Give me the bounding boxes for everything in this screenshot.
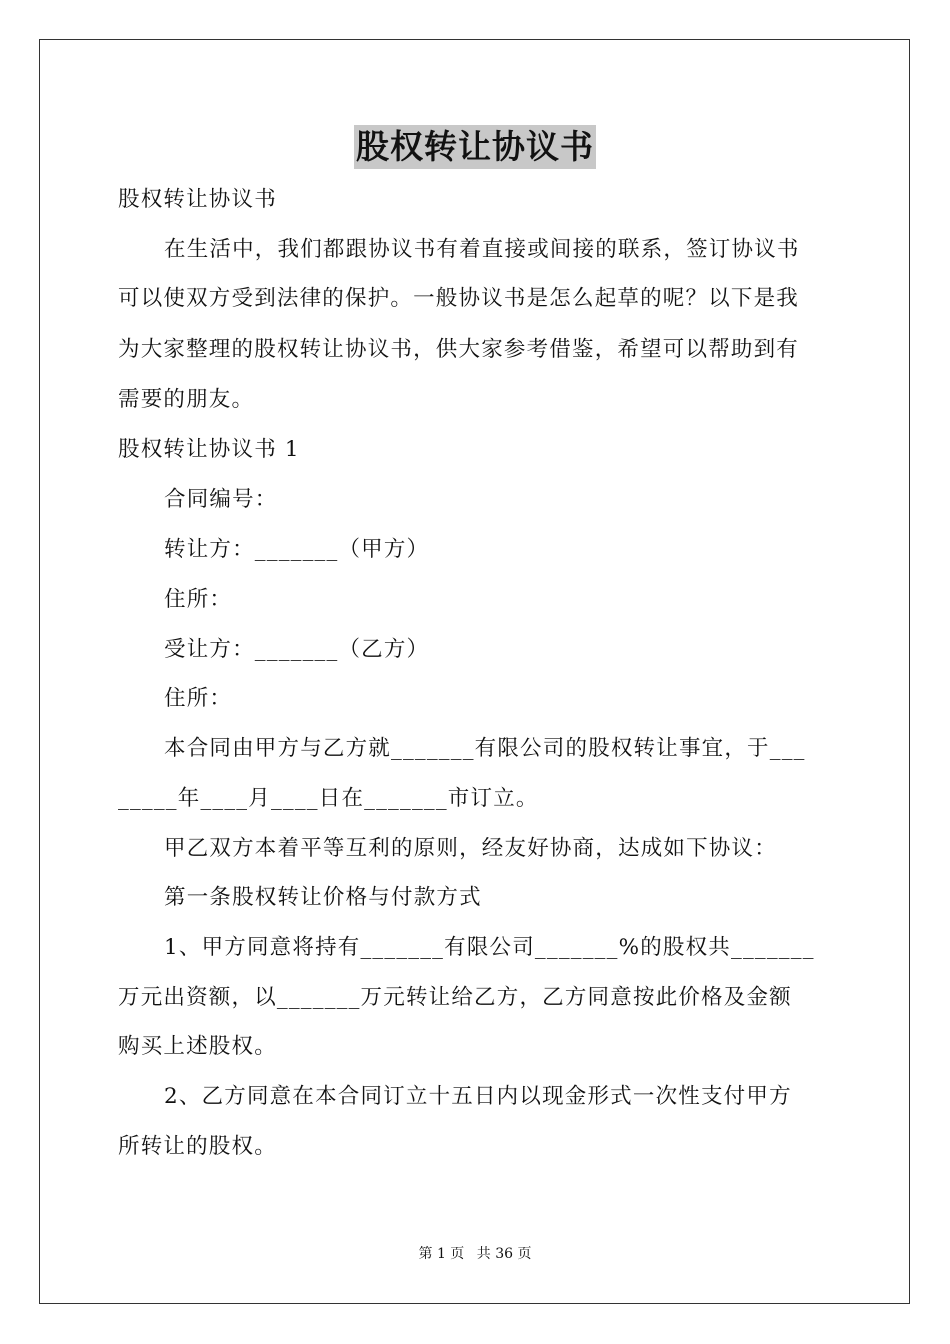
article-heading: 第一条股权转让价格与付款方式 [164, 885, 482, 910]
paragraph-line: 可以使双方受到法律的保护。一般协议书是怎么起草的呢？以下是我 [118, 286, 800, 311]
address-line: 住所： [164, 587, 233, 612]
transferor-line: 转让方：_______（甲方） [164, 537, 430, 562]
paragraph-line: 甲乙双方本着平等互利的原则，经友好协商，达成如下协议： [164, 836, 777, 861]
document-title: 股权转让协议书 [354, 125, 596, 169]
paragraph-line: 2、乙方同意在本合同订立十五日内以现金形式一次性支付甲方 [164, 1084, 792, 1109]
page-number: 第 1 页 [418, 1246, 465, 1262]
paragraph-line: 购买上述股权。 [118, 1034, 277, 1059]
address-line: 住所： [164, 686, 233, 711]
title-wrap [0, 125, 950, 169]
paragraph-line: 为大家整理的股权转让协议书，供大家参考借鉴，希望可以帮助到有 [118, 337, 800, 362]
paragraph-line: 在生活中，我们都跟协议书有着直接或间接的联系，签订协议书 [164, 237, 800, 262]
paragraph-line: _____年____月____日在_______市订立。 [118, 786, 539, 811]
page-border [39, 39, 910, 1304]
section-heading: 股权转让协议书 1 [118, 437, 300, 462]
contract-number-line: 合同编号： [164, 487, 278, 512]
transferee-line: 受让方：_______（乙方） [164, 637, 430, 662]
subtitle-line: 股权转让协议书 [118, 187, 277, 212]
paragraph-line: 1、甲方同意将持有_______有限公司_______%的股权共_______ [164, 935, 815, 960]
page-total: 共 36 页 [476, 1246, 532, 1262]
paragraph-line: 本合同由甲方与乙方就_______有限公司的股权转让事宜，于___ [164, 736, 806, 761]
page-footer [0, 1244, 950, 1264]
paragraph-line: 需要的朋友。 [118, 387, 255, 412]
paragraph-line: 万元出资额，以_______万元转让给乙方，乙方同意按此价格及金额 [118, 985, 792, 1010]
paragraph-line: 所转让的股权。 [118, 1134, 277, 1159]
